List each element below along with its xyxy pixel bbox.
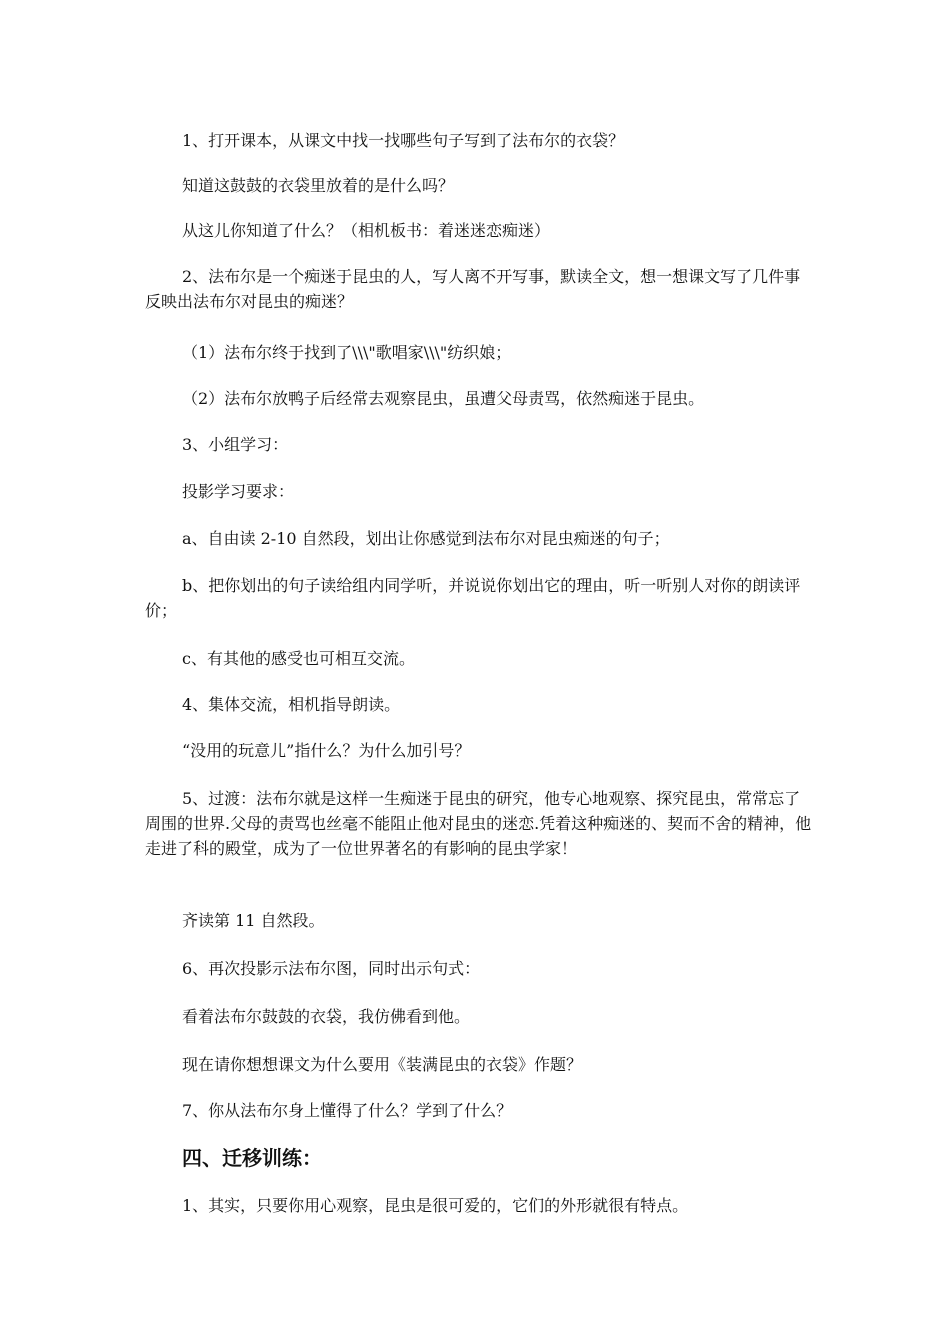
- paragraph-7: 3、小组学习：: [182, 435, 289, 454]
- paragraph-6: （2）法布尔放鸭子后经常去观察昆虫，虽遭父母责骂，依然痴迷于昆虫。: [182, 389, 705, 408]
- paragraph-18: 现在请你想想课文为什么要用《装满昆虫的衣袋》作题？: [182, 1055, 583, 1074]
- paragraph-9: a、自由读 2-10 自然段，划出让你感觉到法布尔对昆虫痴迷的句子；: [182, 529, 670, 548]
- paragraph-17: 看着法布尔鼓鼓的衣袋，我仿佛看到他。: [182, 1007, 471, 1026]
- paragraph-8: 投影学习要求：: [182, 482, 295, 501]
- paragraph-3: 从这儿你知道了什么？（相机板书：着迷迷恋痴迷）: [182, 221, 551, 240]
- paragraph-2: 知道这鼓鼓的衣袋里放着的是什么吗？: [182, 176, 455, 195]
- paragraph-16: 6、再次投影示法布尔图，同时出示句式：: [182, 959, 481, 978]
- paragraph-20: 1、其实，只要你用心观察，昆虫是很可爱的，它们的外形就很有特点。: [182, 1196, 689, 1215]
- paragraph-13: “没用的玩意儿”指什么？为什么加引号？: [182, 741, 471, 760]
- paragraph-14: 5、过渡：法布尔就是这样一生痴迷于昆虫的研究，他专心地观察、探究昆虫，常常忘了周围的世界.父母的责骂也丝毫不能阻止他对昆虫的迷恋.凭着这种痴迷的、契而不舍的精神，他走进了科的殿堂，成为了一位世界著名的有影响的昆虫学家！: [145, 789, 812, 858]
- paragraph-4: 2、法布尔是一个痴迷于昆虫的人，写人离不开写事，默读全文，想一想课文写了几件事反映出法布尔对昆虫的痴迷？: [145, 267, 801, 311]
- paragraph-10: b、把你划出的句子读给组内同学听，并说说你划出它的理由，听一听别人对你的朗读评价；: [145, 576, 801, 620]
- section-heading: 四、迁移训练：: [182, 1146, 322, 1170]
- paragraph-12: 4、集体交流，相机指导朗读。: [182, 695, 401, 714]
- paragraph-19: 7、你从法布尔身上懂得了什么？学到了什么？: [182, 1101, 513, 1120]
- paragraph-5: （1）法布尔终于找到了\\\"歌唱家\\\"纺织娘；: [182, 343, 512, 362]
- paragraph-1: 1、打开课本，从课文中找一找哪些句子写到了法布尔的衣袋？: [182, 131, 625, 150]
- paragraph-15: 齐读第 11 自然段。: [182, 911, 325, 930]
- paragraph-11: c、有其他的感受也可相互交流。: [182, 649, 415, 668]
